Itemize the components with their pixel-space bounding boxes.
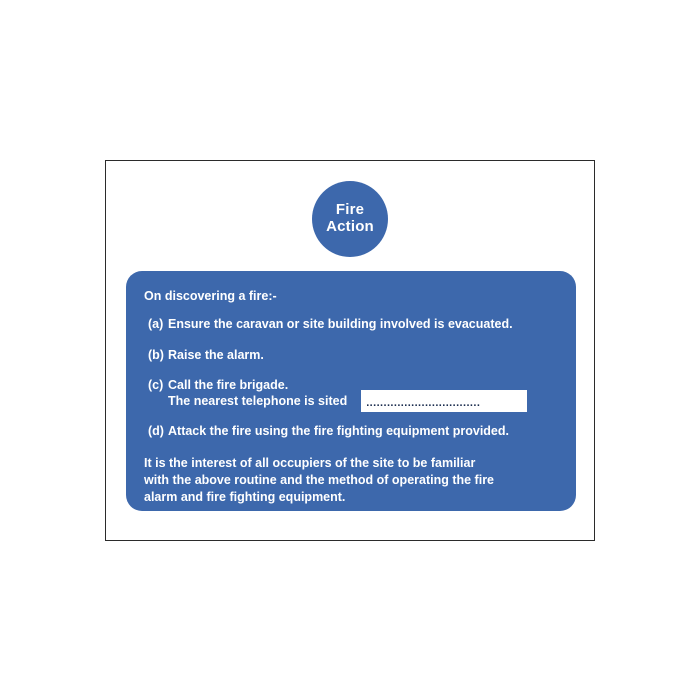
fire-action-badge xyxy=(312,181,388,257)
badge-line-1: Fire xyxy=(335,201,365,219)
footer-line-2: with the above routine and the method of operating the fire xyxy=(144,473,495,488)
item-c-body xyxy=(168,378,560,412)
item-text-c-line1: Call the fire brigade. xyxy=(168,378,289,393)
instructions-panel xyxy=(126,271,576,511)
item-text-b: Raise the alarm. xyxy=(168,347,264,362)
footer-note xyxy=(144,455,560,507)
instruction-item-c xyxy=(142,378,560,412)
item-marker-c: (c) xyxy=(148,378,164,393)
item-c-lines xyxy=(168,378,347,409)
item-marker-b: (b) xyxy=(148,347,164,362)
intro-text: On discovering a fire:- xyxy=(144,289,277,303)
badge-line-2: Action xyxy=(326,218,374,235)
fire-action-sign xyxy=(105,160,595,541)
instruction-item-d xyxy=(142,424,560,440)
item-marker-d: (d) xyxy=(148,424,164,439)
sign-content xyxy=(106,161,594,540)
instruction-item-a xyxy=(142,317,560,333)
nearest-telephone-field[interactable]: ................................. xyxy=(361,390,527,412)
item-text-a: Ensure the caravan or site building involved is evacuated. xyxy=(168,317,513,331)
footer-line-3: alarm and fire fighting equipment. xyxy=(144,490,346,505)
item-text-c-line2: The nearest telephone is sited xyxy=(168,393,348,408)
item-marker-a: (a) xyxy=(148,317,164,331)
footer-line-1: It is the interest of all occupiers of the site to be familiar xyxy=(144,455,476,470)
instruction-item-b xyxy=(142,348,560,364)
item-text-d: Attack the fire using the fire fighting equipment provided. xyxy=(168,424,509,439)
